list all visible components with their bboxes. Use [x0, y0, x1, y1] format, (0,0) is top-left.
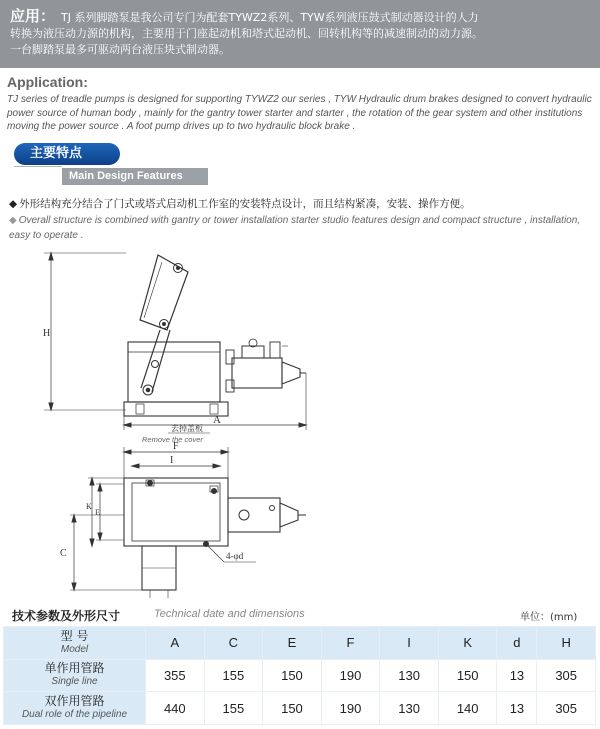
header-model-cn: 型 号 — [60, 628, 89, 643]
application-line: power source of human body , mainly for the gantry tower starter and starter , the rotation of the gear system and other institutions — [7, 107, 583, 119]
feature-text-en-line2: easy to operate . — [9, 230, 84, 241]
row-label-en: Dual role of the pipeline — [21, 709, 128, 721]
banner-line-1 — [10, 8, 590, 26]
header-model — [4, 627, 146, 660]
banner-line-2: 转换为液压动力源的机构，主要用于门座起动机和塔式起动机、回转机构等的减速制动的动力源。 — [10, 27, 483, 40]
banner-label: 应用： — [10, 8, 56, 25]
table-cell: 13 — [497, 659, 537, 692]
bullet-icon: ◆ — [9, 198, 18, 210]
table-cell: 155 — [204, 692, 263, 725]
dim-label-h: H — [43, 328, 51, 339]
feature-text-en-line1: Overall structure is combined with gantry or tower installation starter studio features design and compact structure , installation, — [18, 215, 581, 226]
remove-cover-cn: 去掉盖板 — [171, 424, 203, 433]
row-label-cn: 单作用管路 — [44, 661, 105, 676]
banner-text-1: TJ 系列脚踏泵是我公司专门为配套TYWZ2系列、TYW系列液压鼓式制动器设计的人力 — [61, 11, 479, 24]
table-cell: 305 — [537, 659, 596, 692]
application-line: moving the power source . A foot pump drives up to two hydraulic block brake . — [7, 121, 356, 132]
row-label-cn: 双作用管路 — [44, 694, 105, 709]
dim-label-i: I — [170, 455, 174, 466]
table-cell: 140 — [438, 692, 497, 725]
dim-label-d: 4-φd — [226, 551, 244, 561]
table-title-cn: 技术参数及外形尺寸 — [12, 609, 121, 623]
features-subheading: Main Design Features — [62, 168, 208, 185]
header-col: C — [204, 627, 263, 660]
features-divider — [14, 166, 62, 167]
application-line: TJ series of treadle pumps is designed for supporting TYWZ2 our series , TYW Hydraulic drum brakes designed to convert hydraulic — [7, 94, 592, 105]
header-col: E — [263, 627, 322, 660]
table-row — [4, 692, 596, 725]
dim-label-k: K — [86, 502, 92, 511]
table-cell: 13 — [497, 692, 537, 725]
spec-table — [3, 626, 596, 725]
table-cell: 155 — [204, 659, 263, 692]
feature-text-cn-body: 外形结构充分结合了门式或塔式启动机工作室的安装特点设计，而且结构紧凑，安装、操作方便。 — [19, 198, 471, 210]
table-cell: 150 — [263, 692, 322, 725]
technical-drawing — [0, 240, 600, 605]
dim-label-f: F — [173, 441, 179, 452]
row-label — [4, 659, 146, 692]
remove-cover-en: Remove the cover — [142, 435, 203, 444]
table-header-row — [4, 627, 596, 660]
table-cell: 355 — [146, 659, 205, 692]
table-cell: 150 — [263, 659, 322, 692]
application-banner — [0, 0, 600, 68]
table-cell: 440 — [146, 692, 205, 725]
application-title: Application: — [7, 74, 88, 90]
dim-label-a: A — [213, 414, 221, 426]
table-cell: 150 — [438, 659, 497, 692]
header-col: A — [146, 627, 205, 660]
table-cell: 130 — [380, 659, 439, 692]
bullet-icon: ◆ — [9, 215, 17, 226]
side-view — [44, 253, 306, 433]
header-col: I — [380, 627, 439, 660]
table-unit: 单位：(mm) — [520, 612, 578, 623]
top-view — [70, 447, 306, 598]
table-cell: 190 — [321, 659, 380, 692]
table-cell: 305 — [537, 692, 596, 725]
header-col: K — [438, 627, 497, 660]
feature-text-en — [9, 213, 597, 243]
header-col: H — [537, 627, 596, 660]
application-description — [7, 93, 597, 134]
table-cell: 190 — [321, 692, 380, 725]
feature-text-cn — [9, 196, 471, 211]
row-label-en: Single line — [51, 676, 98, 688]
table-cell: 130 — [380, 692, 439, 725]
features-heading: 主要特点 — [14, 143, 120, 165]
header-col: d — [497, 627, 537, 660]
banner-line-3: 一台脚踏泵最多可驱动两台液压块式制动器。 — [10, 43, 230, 56]
dim-label-e: E — [95, 508, 100, 517]
row-label — [4, 692, 146, 725]
header-col: F — [321, 627, 380, 660]
header-model-en: Model — [60, 643, 89, 655]
dim-label-c: C — [60, 548, 67, 559]
table-title-en: Technical date and dimensions — [154, 608, 305, 620]
table-row — [4, 659, 596, 692]
